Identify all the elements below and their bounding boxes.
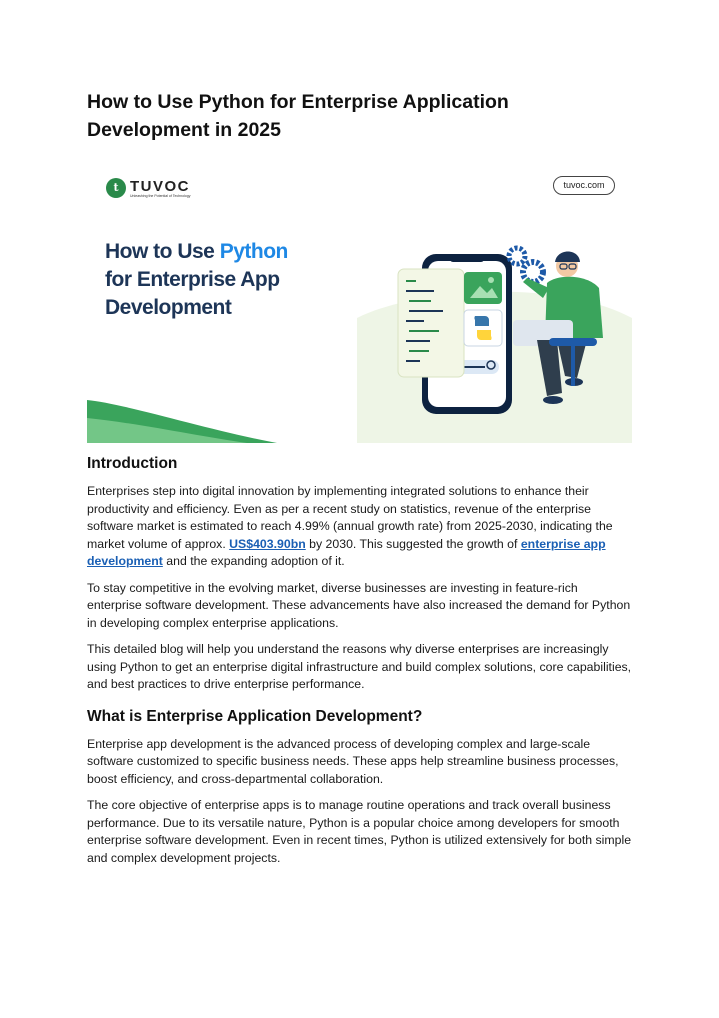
link-market-volume[interactable]: US$403.90bn: [229, 536, 306, 551]
phone-icon: [422, 254, 512, 414]
what-is-paragraph-1: Enterprise app development is the advanced process of developing complex and large-scale software customized to specific business needs. These apps help streamline business processes, boost efficiency, and cross-departmental collaboration.: [87, 736, 619, 786]
brand-mark-icon: t: [106, 178, 126, 198]
intro-paragraph-3: This detailed blog will help you understand the reasons why diverse enterprises are increasingly using Python to get an enterprise digital infrastructure and build complex solutions, core capabilities, and best practices to drive enterprise performance.: [87, 642, 632, 691]
section-heading-what-is: What is Enterprise Application Development?: [87, 707, 423, 725]
hero-banner: [87, 168, 632, 443]
page-title: How to Use Python for Enterprise Application Development in 2025: [87, 91, 509, 141]
what-is-paragraph-2: The core objective of enterprise apps is to manage routine operations and track overall business performance. Due to its versatile nature, Python is a popular choice among developers for smooth enterprise software development. Even in recent times, Python is utilized extensively for both simple and complex development projects.: [87, 798, 632, 865]
intro-paragraph-2: To stay competitive in the evolving market, diverse businesses are investing in feature-rich enterprise software development. These advancements have also increased the demand for Python in developing complex enterprise applications.: [87, 580, 631, 630]
gear-icon: [509, 248, 543, 282]
link-enterprise-app-development[interactable]: enterprise app development: [87, 536, 606, 568]
python-logo-icon: [464, 310, 502, 346]
image-card-icon: [464, 272, 502, 304]
green-wave-decoration: [87, 400, 277, 443]
code-card-icon: [398, 269, 464, 377]
developer-figure: [513, 252, 603, 405]
brand-tagline: Unleashing the Potential of Technology: [130, 193, 191, 198]
document-page: [87, 88, 632, 876]
brand-logo: [106, 178, 190, 198]
intro-paragraph-1: Enterprises step into digital innovation by implementing integrated solutions to enhance their productivity and efficiency. Even as per a recent study on statistics, revenue of the enterprise software market is estimated to reach 4.99% (annual growth rate) from 2025-2030, indicating the market volume of approx. US$403.90bn by 2030. This suggested the growth of enterprise app development and the expanding adoption of it.: [87, 484, 613, 568]
url-badge: tuvoc.com: [553, 176, 615, 195]
section-heading-introduction: Introduction: [87, 455, 178, 472]
illustration-backdrop: [357, 292, 632, 443]
brand-name: TUVOC: [130, 177, 190, 195]
hero-headline: How to Use Python for Enterprise App Development: [105, 240, 288, 319]
